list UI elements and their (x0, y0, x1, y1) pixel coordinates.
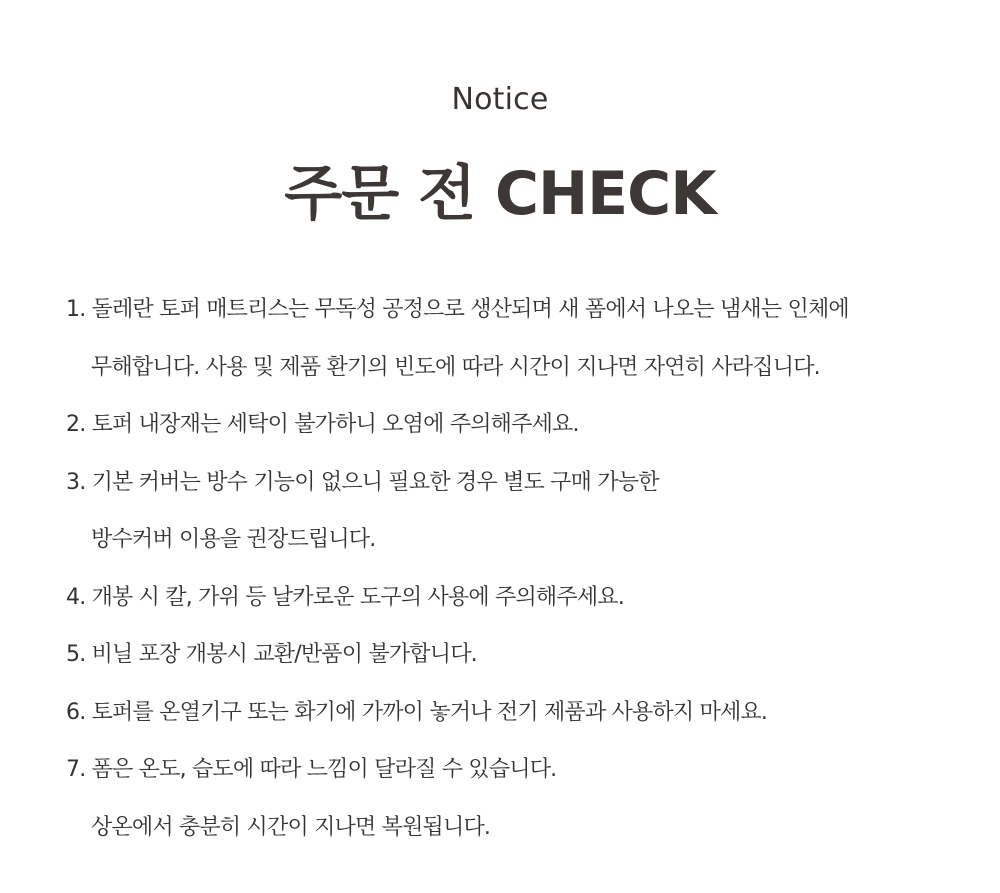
notice-item-5: 5. 비닐 포장 개봉시 교환/반품이 불가합니다. (66, 642, 477, 667)
notice-item-7-continued: 상온에서 충분히 시간이 지나면 복원됩니다. (91, 814, 491, 840)
notice-label: Notice (451, 82, 549, 117)
notice-item-1: 1. 돌레란 토퍼 매트리스는 무독성 공정으로 생산되며 새 폼에서 나오는 냄새는 인체에 (66, 297, 849, 322)
notice-item-3-continued: 방수커버 이용을 권장드립니다. (91, 527, 376, 552)
notice-item-3: 3. 기본 커버는 방수 기능이 없으니 필요한 경우 별도 구매 가능한 (66, 469, 659, 495)
notice-item-4: 4. 개봉 시 칼, 가위 등 날카로운 도구의 사용에 주의해주세요. (66, 584, 624, 610)
notice-list (66, 288, 966, 863)
notice-item-1-continued: 무해합니다. 사용 및 제품 환기의 빈도에 따라 시간이 지나면 자연히 사라집니다. (91, 354, 820, 380)
notice-item-2: 2. 토퍼 내장재는 세탁이 불가하니 오염에 주의해주세요. (66, 412, 579, 437)
notice-item-7: 7. 폼은 온도, 습도에 따라 느낌이 달라질 수 있습니다. (66, 757, 557, 782)
notice-item-6: 6. 토퍼를 온열기구 또는 화기에 가까이 놓거나 전기 제품과 사용하지 마세요. (66, 699, 768, 725)
page-title: 주문 전 CHECK (284, 159, 716, 229)
